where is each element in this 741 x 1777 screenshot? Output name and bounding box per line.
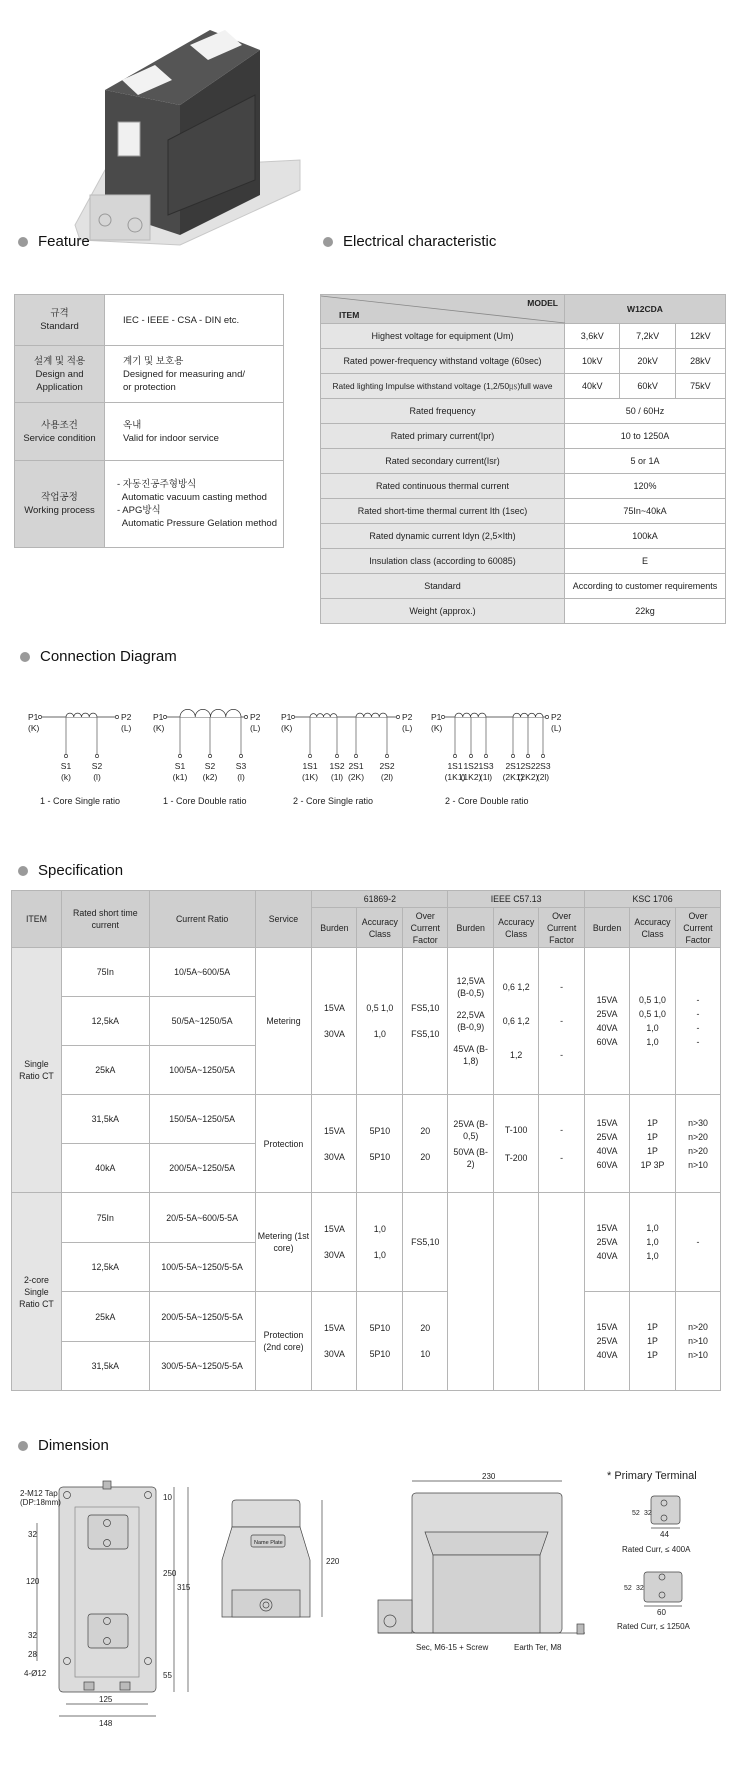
- tap-sub-label: (1K): [301, 772, 319, 782]
- ratio-cell: 200/5A~1250/5A: [149, 1144, 255, 1193]
- tap-terminal-icon: [453, 754, 456, 757]
- p2-label: P2: [551, 712, 562, 722]
- accuracy-cell: T-100 T-200: [494, 1095, 539, 1193]
- row-value: 10 to 1250A: [565, 424, 726, 449]
- p1-label: P1: [281, 712, 292, 722]
- terminal-icon: [545, 715, 548, 718]
- tap-terminal-icon: [469, 754, 472, 757]
- burden-cell: 15VA 25VA 40VA: [585, 1193, 630, 1292]
- tap-terminal-icon: [385, 754, 388, 757]
- tap-label: 1S2: [329, 761, 345, 771]
- dim-28: 28: [28, 1650, 37, 1659]
- dim-32-bottom: 32: [28, 1631, 37, 1640]
- feature-row: [15, 346, 284, 403]
- ocf-cell: 20 20: [403, 1095, 448, 1193]
- p1-label: P1: [431, 712, 442, 722]
- ocf-cell: n>20 n>10 n>10: [675, 1292, 720, 1391]
- electrical-title: Electrical characteristic: [343, 233, 497, 250]
- bullet-icon: [18, 866, 28, 876]
- feature-title: Feature: [38, 233, 90, 250]
- group-label: Single Ratio CT: [12, 948, 62, 1193]
- p1-label: P1: [28, 712, 39, 722]
- burden-cell: 12,5VA (B-0,5) 22,5VA (B-0,9) 45VA (B-1,8): [448, 948, 494, 1095]
- bullet-icon: [20, 652, 30, 662]
- col-std-61869: 61869-2: [312, 891, 448, 908]
- tap-label: S3: [235, 761, 247, 771]
- accuracy-cell: 1,0 1,0 1,0: [630, 1193, 676, 1292]
- burden-cell: 15VA 30VA: [312, 948, 357, 1095]
- p2-sub-label: (L): [121, 723, 132, 733]
- burden-cell: 15VA 30VA: [312, 1292, 357, 1391]
- row-value: 3,6kV: [565, 324, 620, 349]
- tap-terminal-icon: [178, 754, 181, 757]
- accuracy-cell: 0,5 1,0 0,5 1,0 1,0 1,0: [630, 948, 676, 1095]
- terminal-large-drawing: [644, 1572, 682, 1606]
- row-item: Rated secondary current(Isr): [321, 449, 565, 474]
- feature-table: [14, 294, 284, 548]
- rated-400a-caption: Rated Curr, ≤ 400A: [622, 1545, 691, 1554]
- side-view-drawing: [222, 1500, 322, 1617]
- diagram-caption: 2 - Core Double ratio: [445, 796, 529, 806]
- col-accuracy: Accuracy Class: [630, 908, 676, 948]
- tap-sub-label: (2K2): [517, 772, 539, 782]
- dim-44: 44: [660, 1530, 669, 1539]
- dim-32-large: 32: [636, 1585, 644, 1592]
- electrical-row: [321, 474, 726, 499]
- rated-cell: 25kA: [61, 1046, 149, 1095]
- dimension-drawings: [0, 1460, 741, 1770]
- row-value: 22kg: [565, 599, 726, 624]
- spec-header-row: [12, 891, 721, 908]
- electrical-row: [321, 349, 726, 374]
- spec-row: [12, 948, 721, 997]
- model-name: W12CDA: [565, 295, 726, 324]
- rated-cell: 40kA: [61, 1144, 149, 1193]
- row-item: Rated dynamic current Idyn (2,5×Ith): [321, 524, 565, 549]
- tap-sub-label: (k2): [202, 772, 218, 782]
- electrical-row: [321, 549, 726, 574]
- rated-cell: 31,5kA: [61, 1342, 149, 1391]
- row-item: Rated lighting Impulse withstand voltage (1,2/50㎲)full wave: [321, 374, 565, 399]
- rated-cell: 75In: [61, 1193, 149, 1243]
- row-value: 60kV: [620, 374, 675, 399]
- burden-cell: 15VA 30VA: [312, 1095, 357, 1193]
- electrical-row: [321, 524, 726, 549]
- row-value: 100kA: [565, 524, 726, 549]
- feature-value: 옥내 Valid for indoor service: [105, 403, 284, 461]
- sec-terminal-label: Sec, M6-15 + Screw: [416, 1643, 489, 1652]
- tap-terminal-icon: [308, 754, 311, 757]
- dim-32-top: 32: [28, 1530, 37, 1539]
- tap-sub-label: (l): [93, 772, 101, 782]
- ratio-cell: 10/5A~600/5A: [149, 948, 255, 997]
- tap-terminal-icon: [511, 754, 514, 757]
- dim-10: 10: [163, 1493, 172, 1502]
- earth-terminal-label: Earth Ter, M8: [514, 1643, 562, 1652]
- hole-label: 4-Ø12: [24, 1669, 47, 1678]
- feature-value: 계기 및 보호용 Designed for measuring and/ or protection: [105, 346, 284, 403]
- tap-terminal-icon: [526, 754, 529, 757]
- dim-315: 315: [177, 1583, 191, 1592]
- p1-label: P1: [153, 712, 164, 722]
- ocf-cell: [539, 1193, 585, 1391]
- accuracy-cell: 1P 1P 1P 1P 3P: [630, 1095, 676, 1193]
- electrical-row: [321, 599, 726, 624]
- col-burden: Burden: [448, 908, 494, 948]
- tap-terminal-icon: [335, 754, 338, 757]
- accuracy-cell: 5P10 5P10: [357, 1095, 403, 1193]
- feature-value: IEC - IEEE - CSA - DIN etc.: [105, 295, 284, 346]
- feature-value: - 자동진공주형방식 Automatic vacuum casting method - APG방식 Automatic Pressure Gelation method: [105, 461, 284, 548]
- tap-sub-label: (1K2): [460, 772, 482, 782]
- col-ocf: Over Current Factor: [675, 908, 720, 948]
- dim-32-small: 32: [644, 1510, 652, 1517]
- front-view-drawing: [37, 1481, 188, 1716]
- electrical-row: [321, 449, 726, 474]
- electrical-row: [321, 399, 726, 424]
- coil-icon: [455, 713, 486, 717]
- row-value: E: [565, 549, 726, 574]
- terminal-icon: [163, 715, 166, 718]
- ratio-cell: 20/5-5A~600/5-5A: [149, 1193, 255, 1243]
- col-service: Service: [255, 891, 312, 948]
- col-std-ieee: IEEE C57.13: [448, 891, 585, 908]
- bullet-icon: [18, 1441, 28, 1451]
- row-value: 10kV: [565, 349, 620, 374]
- row-item: Standard: [321, 574, 565, 599]
- col-std-ksc: KSC 1706: [585, 891, 721, 908]
- terminal-icon: [115, 715, 118, 718]
- dimension-heading: [18, 1437, 109, 1454]
- connection-heading: [20, 648, 177, 665]
- col-item: ITEM: [12, 891, 62, 948]
- terminal-icon: [244, 715, 247, 718]
- terminal-icon: [396, 715, 399, 718]
- coil-icon: [66, 713, 97, 717]
- tap-sub-label: (2K1): [502, 772, 524, 782]
- accuracy-cell: 0,6 1,2 0,6 1,2 1,2: [494, 948, 539, 1095]
- bullet-icon: [323, 237, 333, 247]
- dim-52-small: 52: [632, 1510, 640, 1517]
- accuracy-cell: 0,5 1,0 1,0: [357, 948, 403, 1095]
- tap-terminal-icon: [64, 754, 67, 757]
- rated-1250a-caption: Rated Curr, ≤ 1250A: [617, 1622, 690, 1631]
- diagram-caption: 1 - Core Double ratio: [163, 796, 247, 806]
- p2-label: P2: [402, 712, 413, 722]
- tap-label: 2S1: [505, 761, 521, 771]
- tap-label: 2S3: [535, 761, 551, 771]
- tap-terminal-icon: [354, 754, 357, 757]
- dim-230: 230: [482, 1472, 496, 1481]
- dimension-title: Dimension: [38, 1437, 109, 1454]
- tap-sub-label: (1l): [330, 772, 344, 782]
- row-value: 75kV: [675, 374, 725, 399]
- burden-cell: [448, 1193, 494, 1391]
- product-image: [60, 0, 310, 250]
- dim-148: 148: [99, 1719, 113, 1728]
- col-ocf: Over Current Factor: [539, 908, 585, 948]
- accuracy-cell: 5P10 5P10: [357, 1292, 403, 1391]
- coil-icon: [310, 714, 337, 717]
- accuracy-cell: 1P 1P 1P: [630, 1292, 676, 1391]
- terminal-icon: [441, 715, 444, 718]
- ocf-cell: - - -: [539, 948, 585, 1095]
- tap-sub-label: (2l): [536, 772, 550, 782]
- p2-label: P2: [121, 712, 132, 722]
- specification-heading: [18, 862, 123, 879]
- electrical-row: [321, 499, 726, 524]
- col-burden: Burden: [585, 908, 630, 948]
- ocf-cell: n>30 n>20 n>20 n>10: [675, 1095, 720, 1193]
- specification-table: [11, 890, 721, 1391]
- spec-row: [12, 1193, 721, 1243]
- rated-cell: 12,5kA: [61, 997, 149, 1046]
- accuracy-cell: 1,0 1,0: [357, 1193, 403, 1292]
- p2-sub-label: (L): [551, 723, 562, 733]
- col-accuracy: Accuracy Class: [357, 908, 403, 948]
- feature-heading: [18, 233, 90, 250]
- p1-sub-label: (K): [281, 723, 293, 733]
- row-value: According to customer requirements: [565, 574, 726, 599]
- spec-row: [12, 1292, 721, 1342]
- electrical-table: [320, 294, 726, 624]
- dim-52-large: 52: [624, 1585, 632, 1592]
- burden-cell: 25VA (B-0,5) 50VA (B-2): [448, 1095, 494, 1193]
- col-ocf: Over Current Factor: [403, 908, 448, 948]
- dim-220: 220: [326, 1557, 340, 1566]
- service-cell: Protection: [255, 1095, 312, 1193]
- row-item: Weight (approx.): [321, 599, 565, 624]
- primary-terminal-title: * Primary Terminal: [607, 1470, 697, 1482]
- tap-sub-label: (l): [237, 772, 245, 782]
- row-value: 120%: [565, 474, 726, 499]
- ocf-cell: FS5,10 FS5,10: [403, 948, 448, 1095]
- tap-sub-label: (1K1): [444, 772, 466, 782]
- diagram-caption: 1 - Core Single ratio: [40, 796, 121, 806]
- rated-cell: 75In: [61, 948, 149, 997]
- ocf-cell: FS5,10: [403, 1193, 448, 1292]
- header-diagonal-cell: [321, 295, 565, 324]
- ratio-cell: 300/5-5A~1250/5-5A: [149, 1342, 255, 1391]
- coil-icon: [180, 709, 241, 717]
- ratio-cell: 100/5A~1250/5A: [149, 1046, 255, 1095]
- bullet-icon: [18, 237, 28, 247]
- p1-sub-label: (K): [431, 723, 443, 733]
- tap-label: 2-M12 Tap: [20, 1489, 58, 1498]
- group-label: 2-core Single Ratio CT: [12, 1193, 62, 1391]
- electrical-row: [321, 324, 726, 349]
- diagram-caption: 2 - Core Single ratio: [293, 796, 374, 806]
- row-item: Rated frequency: [321, 399, 565, 424]
- rear-view-drawing: [378, 1481, 585, 1634]
- row-value: 20kV: [620, 349, 675, 374]
- ocf-cell: - -: [539, 1095, 585, 1193]
- row-item: Rated continuous thermal current: [321, 474, 565, 499]
- coil-icon: [356, 713, 387, 717]
- electrical-heading: [323, 233, 496, 250]
- name-plate-label: Name Plate: [254, 1540, 283, 1546]
- terminal-icon: [291, 715, 294, 718]
- electrical-header-row: [321, 295, 726, 324]
- feature-key: 규격 Standard: [15, 295, 105, 346]
- dim-250: 250: [163, 1569, 177, 1578]
- coil-icon: [513, 713, 543, 717]
- spec-row: [12, 1095, 721, 1144]
- rated-cell: 31,5kA: [61, 1095, 149, 1144]
- tap-terminal-icon: [484, 754, 487, 757]
- electrical-row: [321, 374, 726, 399]
- row-value: 75In~40kA: [565, 499, 726, 524]
- p1-sub-label: (K): [28, 723, 40, 733]
- tap-terminal-icon: [239, 754, 242, 757]
- burden-cell: 15VA 25VA 40VA: [585, 1292, 630, 1391]
- col-burden: Burden: [312, 908, 357, 948]
- feature-row: [15, 295, 284, 346]
- ocf-cell: 20 10: [403, 1292, 448, 1391]
- tap-sub-label: (k): [61, 772, 71, 782]
- tap-sub-label: (2l): [380, 772, 394, 782]
- row-value: 50 / 60Hz: [565, 399, 726, 424]
- tap-label: 1S3: [478, 761, 494, 771]
- dim-120: 120: [26, 1577, 40, 1586]
- terminal-small-drawing: [651, 1496, 680, 1528]
- ratio-cell: 100/5-5A~1250/5-5A: [149, 1243, 255, 1292]
- dim-125: 125: [99, 1695, 113, 1704]
- tap-label: S1: [60, 761, 72, 771]
- electrical-row: [321, 424, 726, 449]
- dim-60: 60: [657, 1608, 666, 1617]
- tap-sub-label: (2K): [347, 772, 365, 782]
- tap-label: 1S2: [463, 761, 479, 771]
- row-value: 5 or 1A: [565, 449, 726, 474]
- tap-terminal-icon: [95, 754, 98, 757]
- tap-label: S2: [91, 761, 103, 771]
- p2-sub-label: (L): [250, 723, 261, 733]
- service-cell: Metering: [255, 948, 312, 1095]
- feature-row: [15, 403, 284, 461]
- feature-key: 작업공정 Working process: [15, 461, 105, 548]
- dim-55: 55: [163, 1671, 172, 1680]
- rated-cell: 12,5kA: [61, 1243, 149, 1292]
- tap-label: 2S2: [379, 761, 395, 771]
- tap-terminal-icon: [208, 754, 211, 757]
- row-value: 28kV: [675, 349, 725, 374]
- specification-title: Specification: [38, 862, 124, 879]
- row-item: Highest voltage for equipment (Um): [321, 324, 565, 349]
- row-item: Insulation class (according to 60085): [321, 549, 565, 574]
- row-item: Rated power-frequency withstand voltage (60sec): [321, 349, 565, 374]
- ratio-cell: 50/5A~1250/5A: [149, 997, 255, 1046]
- feature-row: [15, 461, 284, 548]
- service-cell: Protection (2nd core): [255, 1292, 312, 1391]
- terminal-icon: [38, 715, 41, 718]
- burden-cell: 15VA 30VA: [312, 1193, 357, 1292]
- tap-terminal-icon: [541, 754, 544, 757]
- col-accuracy: Accuracy Class: [494, 908, 539, 948]
- ocf-cell: - - - -: [675, 948, 720, 1095]
- tap-label: 1S1: [447, 761, 463, 771]
- tap-label: 1S1: [302, 761, 318, 771]
- row-value: 12kV: [675, 324, 725, 349]
- connection-diagrams: [0, 690, 741, 810]
- tap-label: 2S2: [520, 761, 536, 771]
- model-label: MODEL: [527, 298, 558, 308]
- feature-key: 설계 및 적용 Design and Application: [15, 346, 105, 403]
- row-item: Rated short-time thermal current Ith (1sec): [321, 499, 565, 524]
- tap-sub-label: (k1): [172, 772, 188, 782]
- service-cell: Metering (1st core): [255, 1193, 312, 1292]
- burden-cell: 15VA 25VA 40VA 60VA: [585, 948, 630, 1095]
- tap-label: S2: [204, 761, 216, 771]
- connection-title: Connection Diagram: [40, 648, 177, 665]
- tap-depth-label: (DP:18mm): [20, 1498, 61, 1507]
- row-value: 40kV: [565, 374, 620, 399]
- rated-cell: 25kA: [61, 1292, 149, 1342]
- col-rated: Rated short time current: [61, 891, 149, 948]
- row-item: Rated primary current(Ipr): [321, 424, 565, 449]
- burden-cell: 15VA 25VA 40VA 60VA: [585, 1095, 630, 1193]
- p2-sub-label: (L): [402, 723, 413, 733]
- tap-sub-label: (1l): [479, 772, 493, 782]
- electrical-row: [321, 574, 726, 599]
- feature-key: 사용조건 Service condition: [15, 403, 105, 461]
- ocf-cell: -: [675, 1193, 720, 1292]
- tap-label: S1: [174, 761, 186, 771]
- p1-sub-label: (K): [153, 723, 165, 733]
- item-label: ITEM: [339, 310, 360, 320]
- ratio-cell: 150/5A~1250/5A: [149, 1095, 255, 1144]
- accuracy-cell: [494, 1193, 539, 1391]
- ratio-cell: 200/5-5A~1250/5-5A: [149, 1292, 255, 1342]
- col-ratio: Current Ratio: [149, 891, 255, 948]
- p2-label: P2: [250, 712, 261, 722]
- tap-label: 2S1: [348, 761, 364, 771]
- row-value: 7,2kV: [620, 324, 675, 349]
